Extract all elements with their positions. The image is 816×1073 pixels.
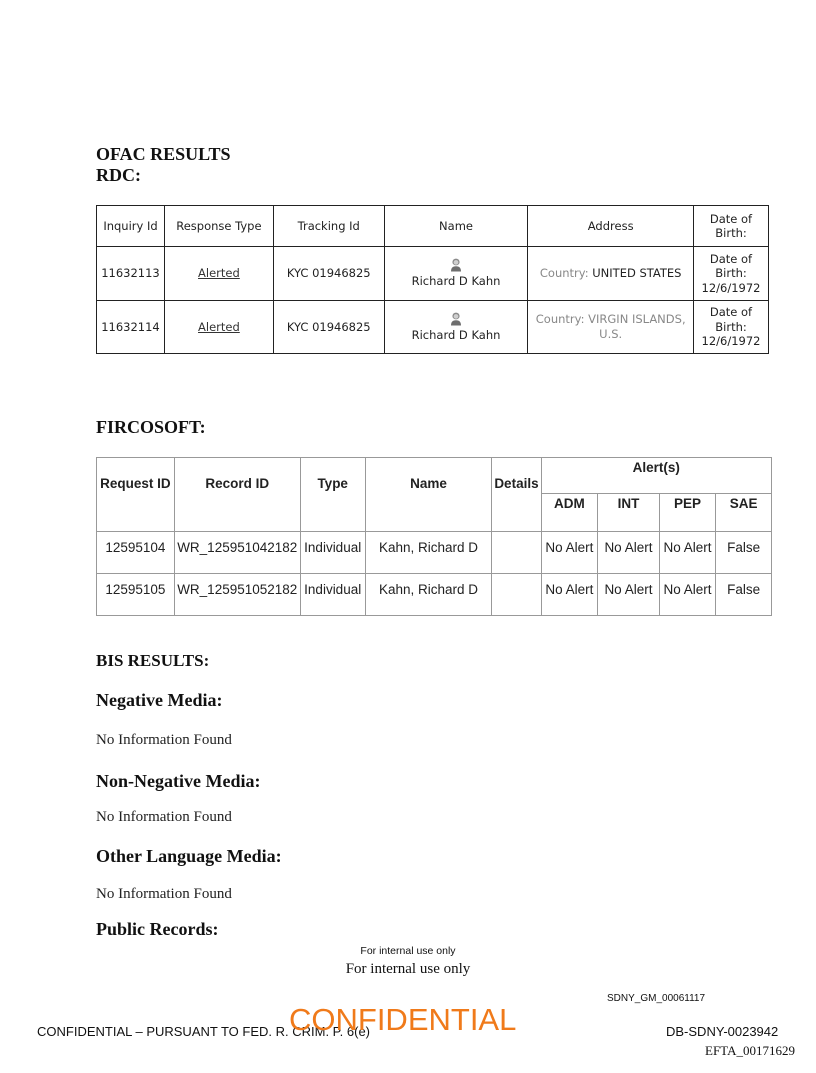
negative-media-heading: Negative Media: (96, 690, 223, 710)
rdc-header-address: Address (528, 206, 694, 247)
rdc-header-response-type: Response Type (164, 206, 273, 247)
rdc-dob-label: Date of Birth: (709, 305, 753, 334)
bates-gm: SDNY_GM_00061117 (607, 993, 706, 1004)
firco-header-adm: ADM (541, 494, 598, 532)
rdc-address-label: Country: (535, 312, 585, 327)
rdc-dob-label: Date of Birth: (709, 251, 753, 281)
firco-details (492, 574, 541, 616)
rdc-response-type-cell (164, 247, 273, 300)
rdc-address-label: Country: (539, 266, 589, 281)
rdc-dob-cell (694, 247, 769, 300)
public-records-heading: Public Records: (96, 919, 219, 939)
bates-db: DB-SDNY-0023942 (666, 1024, 779, 1039)
rdc-address-value: VIRGIN ISLANDS, U.S. (588, 312, 686, 341)
fircosoft-heading: FIRCOSOFT: (96, 417, 206, 437)
firco-header-alerts: Alert(s) (541, 458, 771, 494)
negative-media-text: No Information Found (96, 732, 232, 748)
firco-sae: False (716, 532, 772, 574)
other-language-media-text: No Information Found (96, 886, 232, 902)
rdc-table (96, 205, 769, 354)
firco-int: No Alert (598, 574, 659, 616)
firco-header-int: INT (598, 494, 659, 532)
rdc-heading: RDC: (96, 165, 141, 185)
bates-efta: EFTA_00171629 (705, 1043, 795, 1058)
table-row (97, 300, 769, 353)
firco-name: Kahn, Richard D (365, 532, 492, 574)
table-row (97, 247, 769, 300)
rdc-inquiry-id: 11632113 (97, 247, 165, 300)
firco-record-id: WR_125951052182 (174, 574, 300, 616)
rdc-header-inquiry-id: Inquiry Id (97, 206, 165, 247)
firco-pep: No Alert (659, 532, 716, 574)
firco-header-pep: PEP (659, 494, 716, 532)
rdc-response-type-cell (164, 300, 273, 353)
rdc-address-cell (528, 300, 694, 353)
firco-header-request-id: Request ID (97, 458, 175, 532)
rdc-header-row (97, 206, 769, 247)
firco-record-id: WR_125951042182 (174, 532, 300, 574)
firco-request-id: 12595105 (97, 574, 175, 616)
firco-details (492, 532, 541, 574)
rdc-header-tracking-id: Tracking Id (273, 206, 384, 247)
bis-results-heading: BIS RESULTS: (96, 651, 210, 670)
alerted-link[interactable]: Alerted (198, 266, 240, 281)
firco-int: No Alert (598, 532, 659, 574)
rdc-header-dob: Date of Birth: (694, 206, 769, 247)
firco-adm: No Alert (541, 532, 598, 574)
rdc-dob-value: 12/6/1972 (701, 334, 761, 348)
firco-name: Kahn, Richard D (365, 574, 492, 616)
firco-type: Individual (300, 574, 365, 616)
internal-use-small: For internal use only (360, 945, 456, 957)
rdc-dob-value: 12/6/1972 (701, 280, 761, 295)
confidential-stamp: CONFIDENTIAL (289, 1002, 517, 1037)
non-negative-media-text: No Information Found (96, 809, 232, 825)
firco-sae: False (716, 574, 772, 616)
rdc-name-cell (384, 247, 528, 300)
firco-header-name: Name (365, 458, 492, 532)
person-icon (450, 258, 462, 272)
rdc-dob-cell (694, 300, 769, 353)
firco-request-id: 12595104 (97, 532, 175, 574)
fircosoft-table (96, 457, 772, 616)
non-negative-media-heading: Non-Negative Media: (96, 771, 261, 791)
firco-header-sae: SAE (716, 494, 772, 532)
rdc-name: Richard D Kahn (411, 274, 501, 289)
rdc-tracking-id: KYC 01946825 (273, 300, 384, 353)
firco-header-row (97, 458, 772, 494)
rdc-header-name: Name (384, 206, 528, 247)
rdc-address-cell (528, 247, 694, 300)
firco-header-record-id: Record ID (174, 458, 300, 532)
ofac-results-heading: OFAC RESULTS (96, 144, 231, 164)
firco-adm: No Alert (541, 574, 598, 616)
alerted-link[interactable]: Alerted (198, 319, 240, 334)
internal-use-large: For internal use only (345, 961, 471, 977)
person-icon (450, 312, 462, 326)
rdc-inquiry-id: 11632114 (97, 300, 165, 353)
firco-header-details: Details (492, 458, 541, 532)
firco-header-type: Type (300, 458, 365, 532)
table-row (97, 574, 772, 616)
rdc-tracking-id: KYC 01946825 (273, 247, 384, 300)
rdc-address-value: UNITED STATES (592, 266, 682, 281)
table-row (97, 532, 772, 574)
firco-type: Individual (300, 532, 365, 574)
rdc-name: Richard D Kahn (411, 327, 501, 342)
confidential-line: CONFIDENTIAL – PURSUANT TO FED. R. CRIM. P. 6(e) (37, 1024, 371, 1039)
rdc-name-cell (384, 300, 528, 353)
firco-pep: No Alert (659, 574, 716, 616)
other-language-media-heading: Other Language Media: (96, 846, 282, 866)
